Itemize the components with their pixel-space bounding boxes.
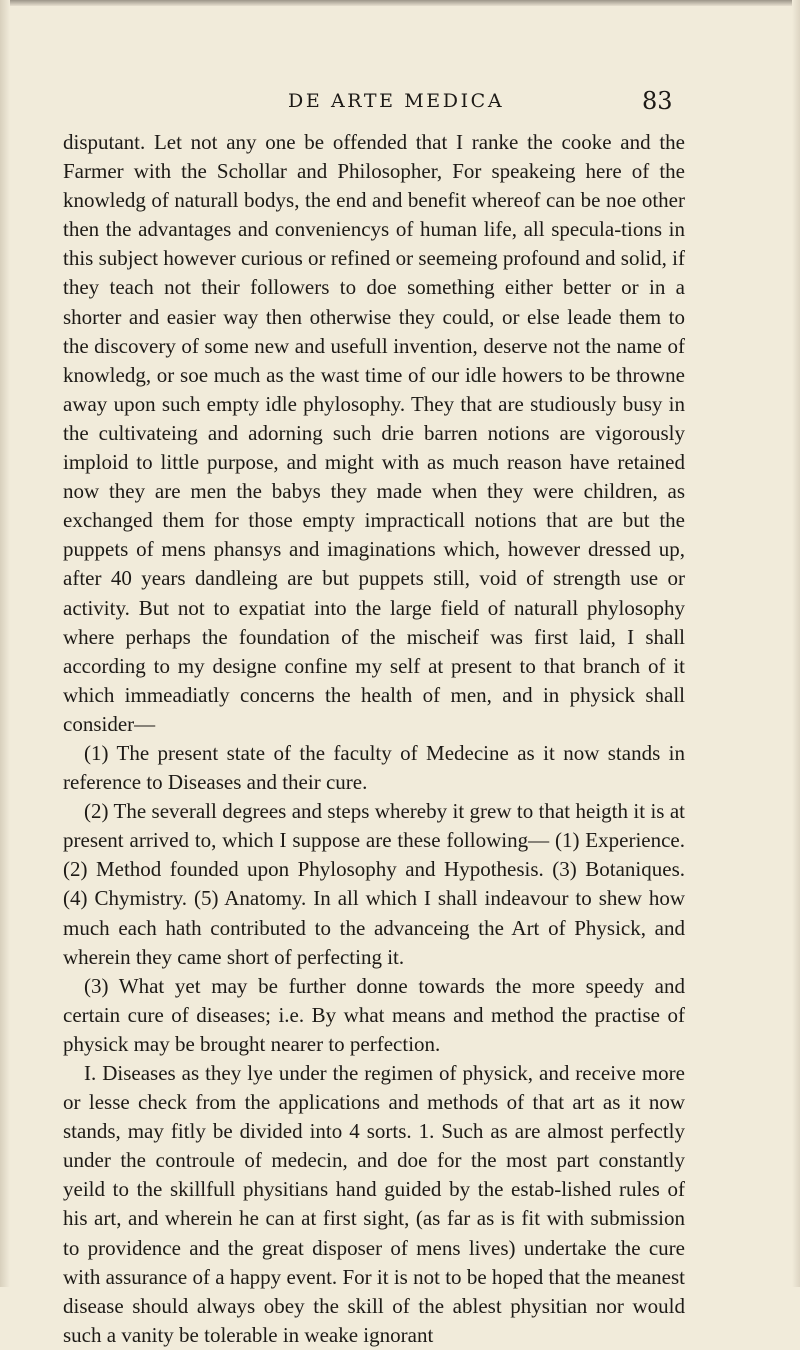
body-text [63, 128, 685, 1350]
page-number: 83 [642, 87, 673, 115]
paragraph-item-3: (3) What yet may be further donne towards the more speedy and certain cure of diseases; i.e. By what means and method the practise of physick may be brought nearer to perfection. [63, 973, 685, 1056]
paragraph-item-1: (1) The present state of the faculty of Medecine as it now stands in reference to Diseases and their cure. [63, 740, 685, 795]
running-head-title: DE ARTE MEDICA [288, 90, 505, 112]
paragraph-diseases: I. Diseases as they lye under the regimen of physick, and receive more or lesse check from the applications and methods of that art as it now stands, may fitly be divided into 4 sorts. 1. Such as are almost perfectly under the controule of medecin, and doe for the most part constantly yeild to the skillfull physitians hand guided by the estab-lished rules of his art, and wherein he can at first sight, (as far as is fit with submission to providence and the great disposer of mens lives) undertake the cure with assurance of a happy event. For it is not to be hoped that the meanest disease should always obey the skill of the ablest physitian nor would such a vanity be tolerable in weake ignorant [63, 1061, 685, 1347]
running-head [0, 88, 800, 118]
paragraph-continuation: disputant. Let not any one be offended that I ranke the cooke and the Farmer with the Schollar and Philosopher, For speakeing here of the knowledg of naturall bodys, the end and benefit whereof can be noe other then the advantages and conveniencys of human life, all specula-tions in this subject however curious or refined or seemeing profound and solid, if they teach not their followers to doe something either better or in a shorter and easier way then otherwise they could, or else leade them to the discovery of some new and usefull invention, deserve not the name of knowledg, or soe much as the wast time of our idle howers to be throwne away upon such empty idle phylosophy. They that are studiously busy in the cultivateing and adorning such drie barren notions are vigorously imploid to little purpose, and might with as much reason have retained now they are men the babys they made when they were children, as exchanged them for those empty impracticall notions that are but the puppets of mens phansys and imaginations which, however dressed up, after 40 years dandleing are but puppets still, void of strength use or activity. But not to expatiat into the large field of naturall phylosophy where perhaps the foundation of the mischeif was first laid, I shall according to my designe confine my self at present to that branch of it which immeadiatly concerns the health of men, and in physick shall consider— [63, 130, 685, 736]
paragraph-item-2: (2) The severall degrees and steps whereby it grew to that heigth it is at present arrived to, which I suppose are these following— (1) Experience. (2) Method founded upon Phylosophy and Hypothesis. (3) Botaniques. (4) Chymistry. (5) Anatomy. In all which I shall indeavour to shew how much each hath contributed to the advanceing the Art of Physick, and wherein they came short of perfecting it. [63, 799, 685, 969]
